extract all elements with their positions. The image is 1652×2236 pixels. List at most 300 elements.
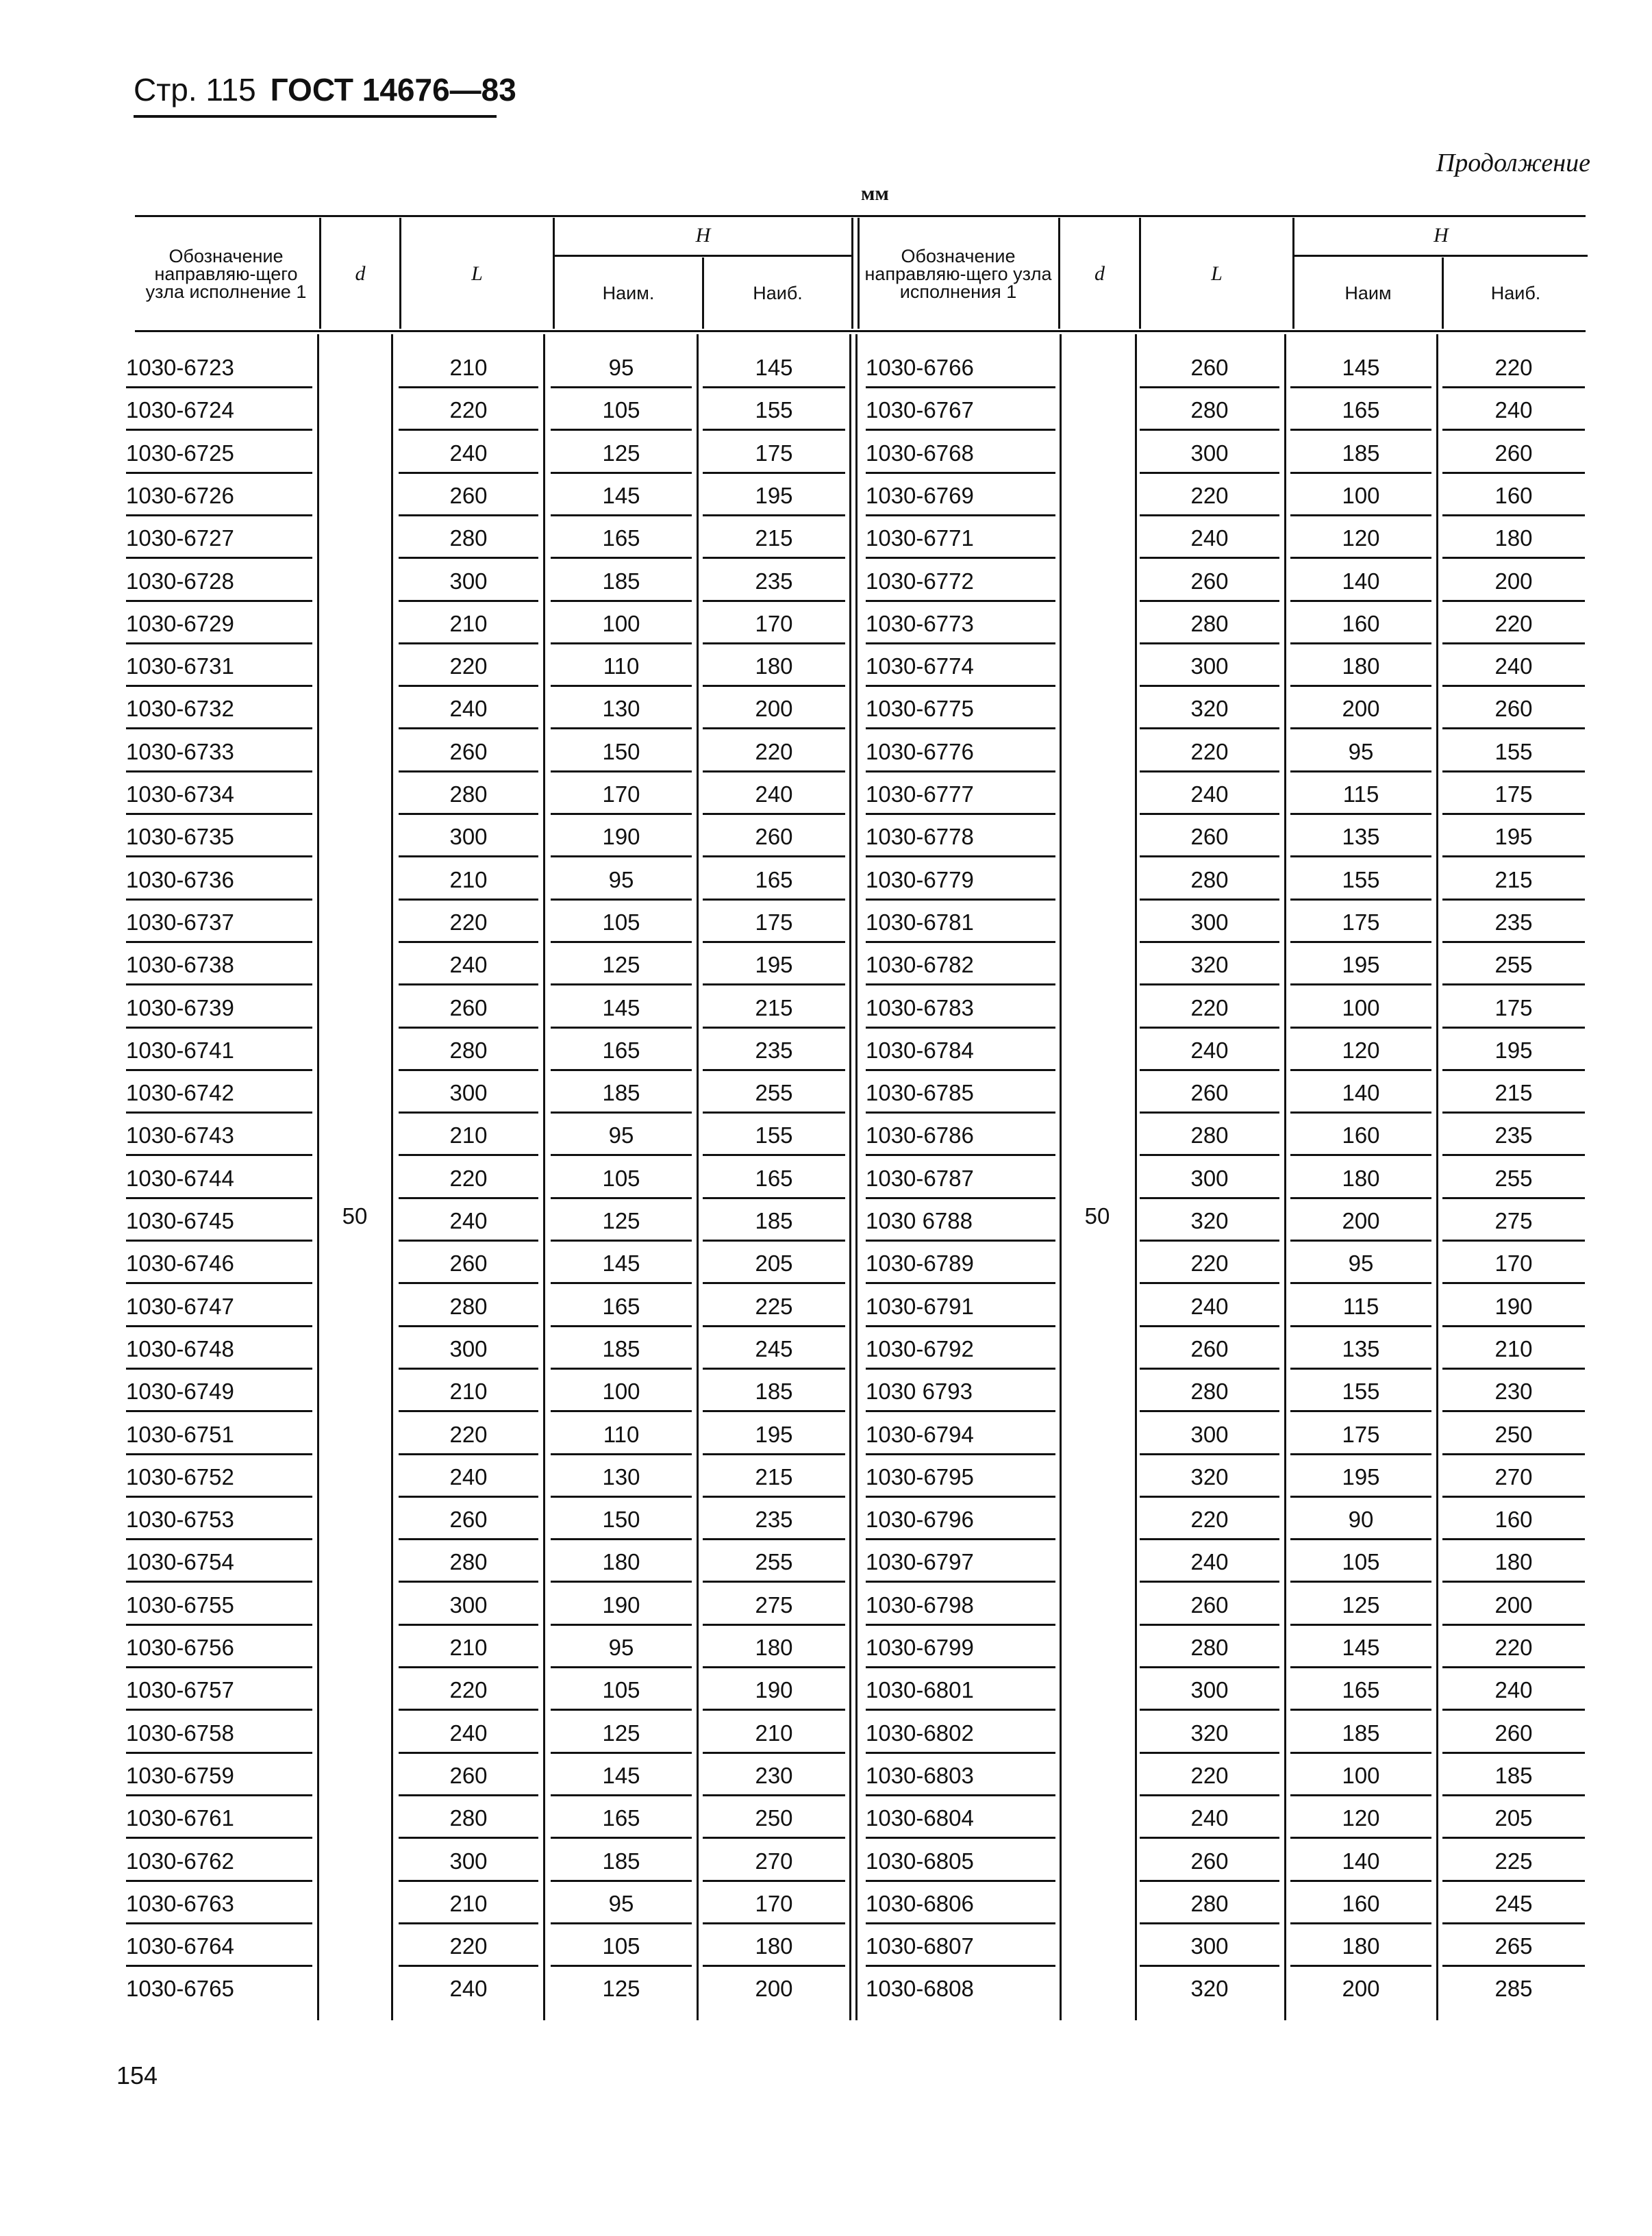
table-row: [0, 645, 1652, 688]
cell-underline: [866, 899, 1055, 901]
h-max-cell: 195: [1494, 824, 1533, 850]
designation-cell: 1030-6761: [126, 1805, 234, 1831]
cell-underline: [1290, 600, 1431, 602]
l-cell: 320: [1190, 1720, 1229, 1746]
cell-underline: [866, 1581, 1055, 1583]
h-max-cell: 275: [755, 1592, 793, 1618]
cell-underline: [1442, 1069, 1585, 1071]
designation-cell: 1030-6799: [866, 1635, 974, 1660]
designation-cell: 1030-6781: [866, 909, 974, 935]
table-row: [0, 475, 1652, 517]
table-row: [0, 1669, 1652, 1711]
cell-underline: [1290, 1111, 1431, 1114]
cell-underline: [1140, 1027, 1279, 1029]
table-row: [0, 859, 1652, 901]
col-header-h-min-right: Наим: [1344, 283, 1392, 303]
designation-cell: 1030-6741: [126, 1037, 234, 1063]
cell-underline: [866, 642, 1055, 644]
designation-cell: 1030-6747: [126, 1293, 234, 1319]
l-cell: 300: [1190, 1421, 1229, 1447]
col-header-designation-right: Обозначение направляю-щего узла исполнения 1: [864, 246, 1052, 302]
page-label: Стр. 115: [134, 72, 256, 108]
l-cell: 210: [449, 1122, 488, 1148]
cell-underline: [1290, 429, 1431, 431]
h-min-cell: 200: [1342, 696, 1380, 722]
cell-underline: [1140, 1581, 1279, 1583]
h-max-cell: 260: [1494, 696, 1533, 722]
table-row: [0, 1584, 1652, 1626]
l-cell: 210: [449, 610, 488, 636]
l-cell: 280: [1190, 1890, 1229, 1916]
h-max-cell: 255: [1494, 952, 1533, 978]
col-header-h-max: Наиб.: [753, 283, 803, 303]
cell-underline: [1290, 1069, 1431, 1071]
h-max-cell: 195: [755, 952, 793, 978]
col-header-designation: Обозначение направляю-щего узла исполнение 1: [145, 246, 307, 302]
h-min-cell: 95: [608, 1635, 634, 1660]
h-max-cell: 265: [1494, 1933, 1533, 1959]
cell-underline: [1290, 1752, 1431, 1754]
table-row: [0, 1968, 1652, 2010]
designation-cell: 1030 6788: [866, 1208, 973, 1233]
designation-cell: 1030-6749: [126, 1379, 234, 1405]
h-min-cell: 100: [1342, 1762, 1380, 1788]
h-max-cell: 230: [1494, 1379, 1533, 1405]
h-max-cell: 155: [1494, 738, 1533, 764]
designation-cell: 1030-6729: [126, 610, 234, 636]
h-max-cell: 270: [755, 1848, 793, 1874]
cell-underline: [1442, 855, 1585, 857]
designation-cell: 1030-6769: [866, 482, 974, 508]
h-max-cell: 285: [1494, 1976, 1533, 2002]
h-max-cell: 270: [1494, 1464, 1533, 1490]
l-cell: 220: [449, 909, 488, 935]
designation-cell: 1030-6805: [866, 1848, 974, 1874]
h-max-cell: 175: [755, 909, 793, 935]
cell-underline: [1442, 727, 1585, 729]
cell-underline: [1140, 685, 1279, 687]
cell-underline: [1442, 1325, 1585, 1327]
h-max-cell: 180: [1494, 1549, 1533, 1575]
h-min-cell: 165: [602, 1805, 640, 1831]
designation-cell: 1030-6758: [126, 1720, 234, 1746]
cell-underline: [1442, 472, 1585, 474]
h-max-cell: 235: [1494, 909, 1533, 935]
l-cell: 220: [449, 397, 488, 423]
designation-cell: 1030-6727: [126, 525, 234, 551]
table-row: [0, 1370, 1652, 1413]
h-max-cell: 205: [1494, 1805, 1533, 1831]
cell-underline: [1140, 1111, 1279, 1114]
designation-cell: 1030-6773: [866, 610, 974, 636]
cell-underline: [1442, 1922, 1585, 1924]
l-cell: 240: [1190, 1805, 1229, 1831]
h-max-cell: 215: [1494, 866, 1533, 892]
l-cell: 280: [1190, 610, 1229, 636]
cell-underline: [1140, 813, 1279, 815]
col-header-d-right: d: [1094, 262, 1105, 285]
table-row: [0, 773, 1652, 816]
designation-cell: 1030-6763: [126, 1890, 234, 1916]
designation-cell: 1030-6783: [866, 994, 974, 1020]
designation-cell: 1030-6748: [126, 1335, 234, 1361]
l-cell: 240: [1190, 1549, 1229, 1575]
cell-underline: [1290, 855, 1431, 857]
cell-underline: [1442, 1453, 1585, 1455]
cell-underline: [1442, 1154, 1585, 1156]
h-max-cell: 235: [755, 1037, 793, 1063]
table-row: [0, 1626, 1652, 1669]
designation-cell: 1030-6801: [866, 1677, 974, 1703]
designation-cell: 1030-6778: [866, 824, 974, 850]
cell-underline: [1290, 1368, 1431, 1370]
l-cell: 300: [1190, 653, 1229, 679]
cell-underline: [1290, 472, 1431, 474]
designation-cell: 1030-6728: [126, 568, 234, 594]
table-row: [0, 560, 1652, 603]
h-max-cell: 160: [1494, 482, 1533, 508]
h-max-cell: 220: [1494, 610, 1533, 636]
h-min-cell: 185: [1342, 1720, 1380, 1746]
l-cell: 300: [1190, 909, 1229, 935]
table-header-bottom-rule: [135, 330, 1586, 332]
h-min-cell: 180: [1342, 653, 1380, 679]
h-min-cell: 130: [602, 696, 640, 722]
designation-cell: 1030-6806: [866, 1890, 974, 1916]
cell-underline: [1140, 855, 1279, 857]
h-min-cell: 160: [1342, 1122, 1380, 1148]
l-cell: 300: [449, 1335, 488, 1361]
h-max-cell: 200: [755, 1976, 793, 2002]
l-cell: 300: [449, 824, 488, 850]
h-min-cell: 140: [1342, 1080, 1380, 1106]
l-cell: 260: [449, 1762, 488, 1788]
h-max-cell: 255: [755, 1080, 793, 1106]
designation-cell: 1030-6756: [126, 1635, 234, 1660]
table-row: [0, 603, 1652, 645]
designation-cell: 1030-6784: [866, 1037, 974, 1063]
cell-underline: [1290, 983, 1431, 985]
l-cell: 280: [1190, 397, 1229, 423]
cell-underline: [1290, 1410, 1431, 1412]
h-max-cell: 240: [1494, 397, 1533, 423]
designation-cell: 1030-6803: [866, 1762, 974, 1788]
h-min-cell: 145: [1342, 1635, 1380, 1660]
cell-underline: [866, 1496, 1055, 1498]
cell-underline: [1442, 642, 1585, 644]
table-row: [0, 1541, 1652, 1583]
h-max-cell: 190: [755, 1677, 793, 1703]
h-min-cell: 110: [603, 653, 640, 679]
cell-underline: [866, 1709, 1055, 1711]
designation-cell: 1030-6785: [866, 1080, 974, 1106]
l-cell: 240: [449, 1208, 488, 1233]
l-cell: 210: [449, 1635, 488, 1660]
cell-underline: [1290, 1880, 1431, 1882]
cell-underline: [1140, 1965, 1279, 1967]
h-min-cell: 125: [602, 1976, 640, 2002]
l-cell: 280: [449, 781, 488, 807]
designation-cell: 1030-6753: [126, 1507, 234, 1533]
cell-underline: [1442, 1027, 1585, 1029]
cell-underline: [1290, 1581, 1431, 1583]
h-min-cell: 180: [1342, 1933, 1380, 1959]
h-max-cell: 185: [1494, 1762, 1533, 1788]
h-max-cell: 180: [755, 1635, 793, 1660]
cell-underline: [1442, 1666, 1585, 1668]
cell-underline: [866, 1453, 1055, 1455]
cell-underline: [866, 429, 1055, 431]
cell-underline: [1442, 1794, 1585, 1796]
h-max-cell: 225: [755, 1293, 793, 1319]
table-row: [0, 347, 1652, 389]
header-rule: [134, 115, 497, 118]
cell-underline: [866, 1666, 1055, 1668]
l-cell: 220: [1190, 994, 1229, 1020]
h-min-cell: 150: [602, 738, 640, 764]
cell-underline: [1442, 1368, 1585, 1370]
h-max-cell: 255: [755, 1549, 793, 1575]
h-max-cell: 175: [1494, 994, 1533, 1020]
designation-cell: 1030-6777: [866, 781, 974, 807]
cell-underline: [1442, 770, 1585, 772]
designation-cell: 1030-6808: [866, 1976, 974, 2002]
h-min-cell: 180: [602, 1549, 640, 1575]
h-max-cell: 165: [755, 866, 793, 892]
cell-underline: [866, 1410, 1055, 1412]
designation-cell: 1030-6755: [126, 1592, 234, 1618]
designation-cell: 1030-6765: [126, 1976, 234, 2002]
cell-underline: [866, 855, 1055, 857]
designation-cell: 1030-6726: [126, 482, 234, 508]
table-top-rule: [135, 215, 1586, 217]
designation-cell: 1030-6745: [126, 1208, 234, 1233]
l-cell: 220: [1190, 1507, 1229, 1533]
h-max-cell: 275: [1494, 1208, 1533, 1233]
h-min-cell: 200: [1342, 1208, 1380, 1233]
l-cell: 240: [1190, 781, 1229, 807]
h-min-cell: 170: [602, 781, 640, 807]
designation-cell: 1030-6798: [866, 1592, 974, 1618]
designation-cell: 1030-6757: [126, 1677, 234, 1703]
designation-cell: 1030-6734: [126, 781, 234, 807]
designation-cell: 1030-6792: [866, 1335, 974, 1361]
cell-underline: [866, 1752, 1055, 1754]
h-min-cell: 95: [1348, 738, 1374, 764]
designation-cell: 1030-6796: [866, 1507, 974, 1533]
h-min-cell: 190: [602, 824, 640, 850]
h-min-cell: 145: [1342, 355, 1380, 380]
h-max-cell: 215: [755, 525, 793, 551]
table-row: [0, 688, 1652, 730]
h-max-cell: 180: [755, 1933, 793, 1959]
cell-underline: [866, 1922, 1055, 1924]
h-min-cell: 95: [608, 1122, 634, 1148]
cell-underline: [1290, 1538, 1431, 1540]
cell-underline: [1140, 557, 1279, 559]
cell-underline: [1442, 600, 1585, 602]
table-row: [0, 1414, 1652, 1456]
l-cell: 280: [449, 1805, 488, 1831]
designation-cell: 1030-6766: [866, 355, 974, 380]
h-max-cell: 245: [1494, 1890, 1533, 1916]
l-cell: 300: [449, 1080, 488, 1106]
h-subrule-right: [1294, 255, 1588, 257]
cell-underline: [1290, 1794, 1431, 1796]
h-min-cell: 100: [602, 1379, 640, 1405]
h-min-cell: 175: [1342, 1421, 1380, 1447]
designation-cell: 1030-6776: [866, 738, 974, 764]
l-cell: 210: [449, 1379, 488, 1405]
cell-underline: [1140, 1837, 1279, 1839]
l-cell: 260: [1190, 1335, 1229, 1361]
cell-underline: [1442, 1111, 1585, 1114]
h-min-cell: 185: [1342, 440, 1380, 466]
cell-underline: [1140, 600, 1279, 602]
cell-underline: [1290, 1666, 1431, 1668]
cell-underline: [1140, 1624, 1279, 1626]
h-min-cell: 185: [602, 568, 640, 594]
table-row: [0, 389, 1652, 431]
h-max-cell: 185: [755, 1379, 793, 1405]
h-max-cell: 175: [755, 440, 793, 466]
designation-cell: 1030-6804: [866, 1805, 974, 1831]
l-cell: 280: [449, 525, 488, 551]
h-min-cell: 105: [602, 397, 640, 423]
cell-underline: [1140, 983, 1279, 985]
designation-cell: 1030-6736: [126, 866, 234, 892]
l-cell: 260: [449, 1251, 488, 1277]
cell-underline: [866, 813, 1055, 815]
cell-underline: [1442, 1709, 1585, 1711]
cell-underline: [866, 1837, 1055, 1839]
h-min-cell: 105: [602, 909, 640, 935]
h-max-cell: 240: [1494, 1677, 1533, 1703]
cell-underline: [1140, 1880, 1279, 1882]
designation-cell: 1030-6733: [126, 738, 234, 764]
l-cell: 260: [1190, 355, 1229, 380]
h-min-cell: 150: [602, 1507, 640, 1533]
h-max-cell: 195: [755, 1421, 793, 1447]
h-min-cell: 110: [603, 1421, 640, 1447]
cell-underline: [1140, 1453, 1279, 1455]
l-cell: 260: [449, 482, 488, 508]
cell-underline: [1442, 514, 1585, 516]
l-cell: 240: [449, 1464, 488, 1490]
h-max-cell: 245: [755, 1335, 793, 1361]
cell-underline: [1140, 1410, 1279, 1412]
designation-cell: 1030-6787: [866, 1165, 974, 1191]
col-header-L-right: L: [1211, 262, 1223, 285]
designation-cell: 1030 6793: [866, 1379, 973, 1405]
h-min-cell: 135: [1342, 1335, 1380, 1361]
l-cell: 220: [449, 1677, 488, 1703]
table-row: [0, 987, 1652, 1029]
designation-cell: 1030-6725: [126, 440, 234, 466]
cell-underline: [1140, 1922, 1279, 1924]
d-value-left: 50: [342, 1203, 368, 1229]
designation-cell: 1030-6772: [866, 568, 974, 594]
h-min-cell: 120: [1342, 525, 1380, 551]
designation-cell: 1030-6723: [126, 355, 234, 380]
cell-underline: [1290, 642, 1431, 644]
cell-underline: [1442, 1240, 1585, 1242]
table-row: [0, 1285, 1652, 1328]
cell-underline: [866, 386, 1055, 388]
cell-underline: [866, 514, 1055, 516]
l-cell: 260: [1190, 1592, 1229, 1618]
cell-underline: [1290, 1922, 1431, 1924]
h-max-cell: 170: [1494, 1251, 1533, 1277]
h-min-cell: 145: [602, 482, 640, 508]
col-header-d: d: [355, 262, 366, 285]
h-max-cell: 195: [1494, 1037, 1533, 1063]
l-cell: 260: [1190, 568, 1229, 594]
table-row: [0, 1797, 1652, 1839]
cell-underline: [1442, 1880, 1585, 1882]
cell-underline: [1442, 386, 1585, 388]
cell-underline: [1290, 770, 1431, 772]
designation-cell: 1030-6739: [126, 994, 234, 1020]
h-max-cell: 220: [1494, 355, 1533, 380]
h-min-cell: 125: [602, 440, 640, 466]
designation-cell: 1030-6732: [126, 696, 234, 722]
cell-underline: [1290, 1453, 1431, 1455]
designation-cell: 1030-6802: [866, 1720, 974, 1746]
l-cell: 300: [1190, 1933, 1229, 1959]
designation-cell: 1030-6771: [866, 525, 974, 551]
h-min-cell: 95: [608, 866, 634, 892]
cell-underline: [1442, 813, 1585, 815]
h-max-cell: 255: [1494, 1165, 1533, 1191]
h-min-cell: 175: [1342, 909, 1380, 935]
cell-underline: [866, 600, 1055, 602]
table-row: [0, 1114, 1652, 1157]
l-cell: 220: [1190, 482, 1229, 508]
l-cell: 280: [449, 1549, 488, 1575]
designation-cell: 1030-6774: [866, 653, 974, 679]
table-row: [0, 1157, 1652, 1200]
h-max-cell: 220: [1494, 1635, 1533, 1660]
l-cell: 300: [449, 1848, 488, 1874]
cell-underline: [866, 1282, 1055, 1284]
h-min-cell: 145: [602, 1762, 640, 1788]
designation-cell: 1030-6759: [126, 1762, 234, 1788]
cell-underline: [1140, 472, 1279, 474]
designation-cell: 1030-6744: [126, 1165, 234, 1191]
cell-underline: [1442, 899, 1585, 901]
h-min-cell: 120: [1342, 1805, 1380, 1831]
h-min-cell: 115: [1342, 781, 1379, 807]
l-cell: 260: [449, 1507, 488, 1533]
l-cell: 220: [449, 1421, 488, 1447]
cell-underline: [1290, 899, 1431, 901]
table-row: [0, 901, 1652, 944]
cell-underline: [866, 1027, 1055, 1029]
h-max-cell: 235: [755, 1507, 793, 1533]
l-cell: 220: [449, 653, 488, 679]
cell-underline: [866, 1965, 1055, 1967]
h-min-cell: 90: [1348, 1507, 1374, 1533]
designation-cell: 1030-6768: [866, 440, 974, 466]
h-min-cell: 200: [1342, 1976, 1380, 2002]
designation-cell: 1030-6754: [126, 1549, 234, 1575]
table-row: [0, 731, 1652, 773]
h-max-cell: 260: [1494, 440, 1533, 466]
h-subrule-left: [555, 255, 853, 257]
cell-underline: [1290, 1197, 1431, 1199]
h-max-cell: 175: [1494, 781, 1533, 807]
